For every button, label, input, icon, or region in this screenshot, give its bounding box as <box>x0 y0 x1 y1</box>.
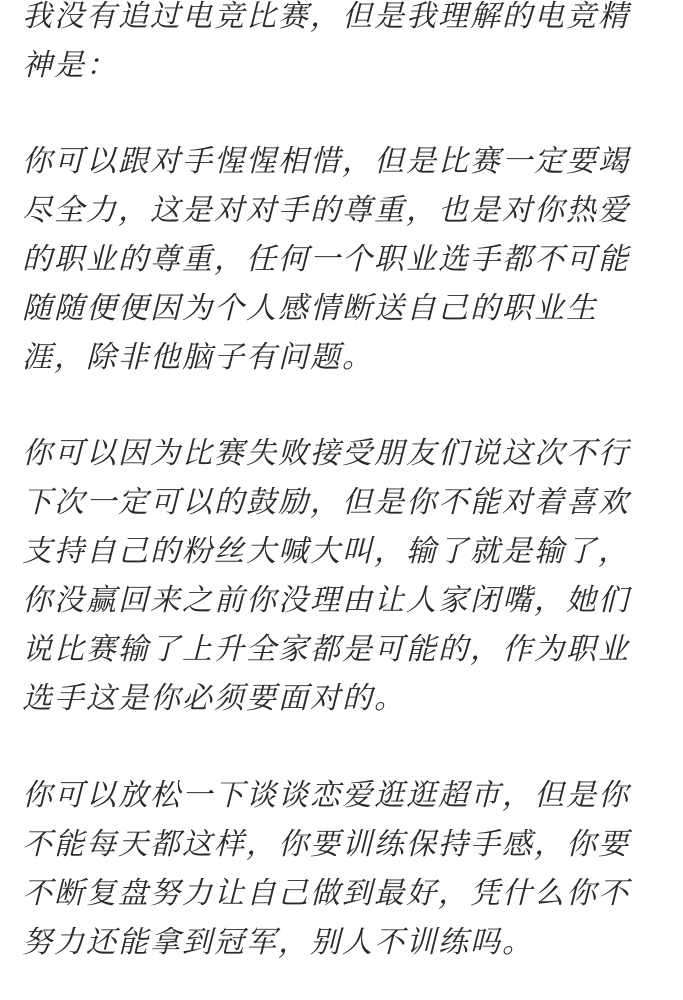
text-line: 下次一定可以的鼓励，但是你不能对着喜欢 <box>22 485 630 520</box>
text-line: 你没赢回来之前你没理由让人家闭嘴，她们 <box>22 583 630 618</box>
text-line: 我没有追过电竞比赛，但是我理解的电竞精 <box>22 0 630 34</box>
text-line: 努力还能拿到冠军，别人不训练吗。 <box>22 925 534 960</box>
paragraph-training <box>22 771 662 967</box>
text-line: 你可以跟对手惺惺相惜，但是比赛一定要竭 <box>22 144 630 179</box>
text-line: 尽全力，这是对对手的尊重，也是对你热爱 <box>22 193 630 228</box>
text-line: 选手这是你必须要面对的。 <box>22 681 406 716</box>
text-line: 你可以因为比赛失败接受朋友们说这次不行 <box>22 436 630 471</box>
text-line: 随随便便因为个人感情断送自己的职业生 <box>22 291 598 326</box>
text-line: 说比赛输了上升全家都是可能的，作为职业 <box>22 632 630 667</box>
text-line: 支持自己的粉丝大喊大叫，输了就是输了， <box>22 534 630 569</box>
text-line: 你可以放松一下谈谈恋爱逛逛超市，但是你 <box>22 778 630 813</box>
paragraph-defeat <box>22 429 662 723</box>
text-line: 不能每天都这样，你要训练保持手感，你要 <box>22 827 630 862</box>
paragraph-respect <box>22 137 662 382</box>
paragraph-intro <box>22 0 662 90</box>
text-line: 的职业的尊重，任何一个职业选手都不可能 <box>22 242 630 277</box>
text-line: 神是： <box>22 48 118 83</box>
text-line: 涯，除非他脑子有问题。 <box>22 340 374 375</box>
text-line: 不断复盘努力让自己做到最好，凭什么你不 <box>22 876 630 911</box>
